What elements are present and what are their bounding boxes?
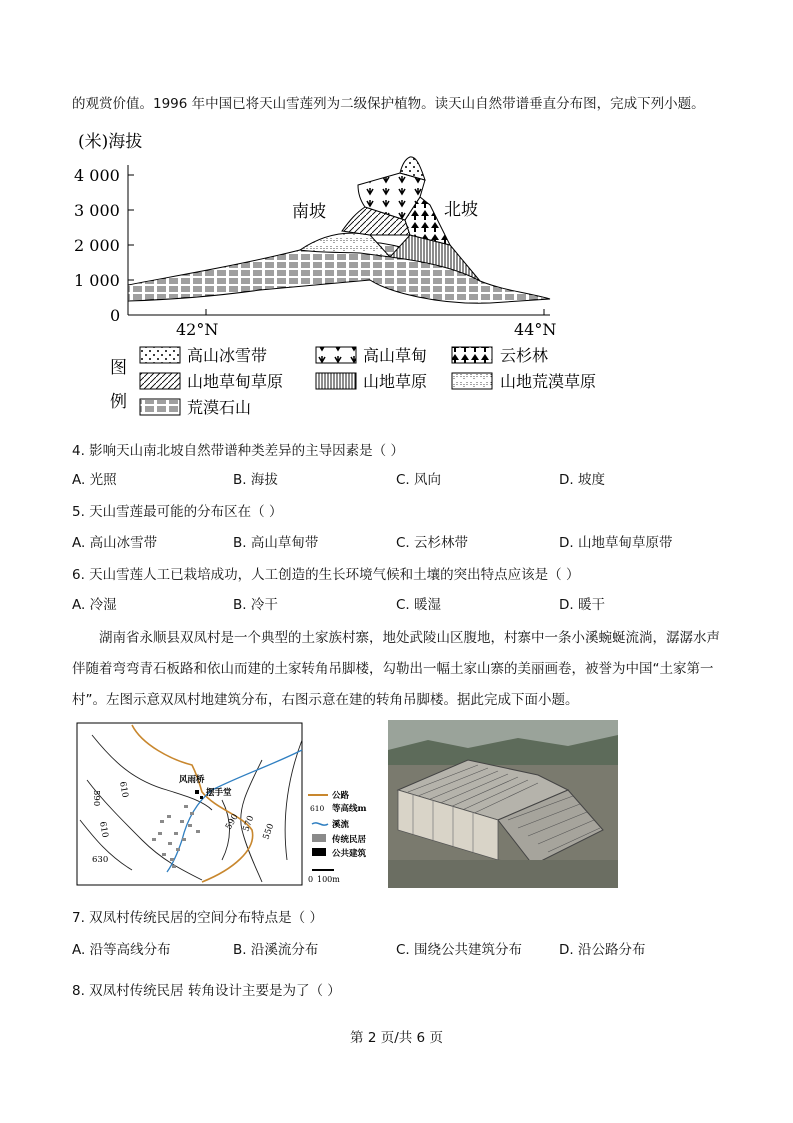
q5-option-c[interactable]: C. 云杉林带 xyxy=(396,535,469,551)
village-map-figure xyxy=(72,720,367,890)
contour-label-610a: 610 xyxy=(117,780,130,799)
contour-label-590a: 590 xyxy=(91,790,101,807)
q7-option-b[interactable]: B. 沿溪流分布 xyxy=(233,942,319,958)
legend-spruce: 云杉林 xyxy=(500,346,549,365)
question-4-stem: 4. 影响天山南北坡自然带谱种类差异的主导因素是（ ） xyxy=(72,443,404,459)
legend-swatch-desert-steppe xyxy=(452,373,492,389)
map-scale-zero: 0 xyxy=(308,875,314,884)
q4-option-c[interactable]: C. 风向 xyxy=(396,472,442,488)
legend-ice-snow: 高山冰雪带 xyxy=(187,346,268,365)
q7-option-c[interactable]: C. 围绕公共建筑分布 xyxy=(396,942,523,958)
map-legend-contour-value: 610 xyxy=(310,804,325,813)
north-slope-label: 北坡 xyxy=(444,200,478,220)
legend-swatch-desert-rock xyxy=(140,399,180,415)
contour-label-610b: 610 xyxy=(97,820,110,839)
q5-option-a[interactable]: A. 高山冰雪带 xyxy=(72,535,158,551)
y-tick-0: 0 xyxy=(110,306,121,325)
map-legend-dwelling: 传统民居 xyxy=(332,835,367,845)
legend-swatch-ice-snow xyxy=(140,347,180,363)
y-tick-2000: 2 000 xyxy=(74,236,120,255)
x-tick-44n: 44°N xyxy=(514,320,557,339)
q7-option-a[interactable]: A. 沿等高线分布 xyxy=(72,942,171,958)
legend-swatch-spruce xyxy=(452,347,492,363)
intro-text: 的观赏价值。1996 年中国已将天山雪莲列为二级保护植物。读天山自然带谱垂直分布图，完成下列小题。 xyxy=(72,96,705,112)
reading-passage: 湖南省永顺县双凤村是一个典型的土家族村寨，地处武陵山区腹地，村寨中一条小溪蜿蜒流淌，潺潺水声伴随着弯弯青石板路和依山而建的土家转角吊脚楼，勾勒出一幅土家山寨的美丽画卷，被誉为中国“土家第一村”。左图示意双凤村地建筑分布，右图示意在建的转角吊脚楼。据此完成下面小题。 xyxy=(72,630,720,708)
legend-swatch-meadow xyxy=(316,347,356,363)
y-tick-4000: 4 000 xyxy=(74,166,120,185)
legend-title-1: 图 xyxy=(110,358,127,378)
q4-option-d[interactable]: D. 坡度 xyxy=(559,472,605,488)
legend-swatch-meadow-steppe xyxy=(140,373,180,389)
south-slope-label: 南坡 xyxy=(292,202,326,222)
y-tick-1000: 1 000 xyxy=(74,271,120,290)
question-8-stem: 8. 双凤村传统民居 转角设计主要是为了（ ） xyxy=(72,983,341,999)
q5-option-d[interactable]: D. 山地草甸草原带 xyxy=(559,535,673,551)
legend-swatch-steppe xyxy=(316,373,356,389)
contour-label-550: 550 xyxy=(261,822,277,842)
contour-label-570: 570 xyxy=(241,814,257,834)
page-footer: 第 2 页/共 6 页 xyxy=(350,1030,443,1046)
legend-meadow-steppe: 山地草甸草原 xyxy=(187,372,284,391)
legend-desert-steppe: 山地荒漠草原 xyxy=(500,372,597,391)
legend-meadow: 高山草甸 xyxy=(363,346,428,365)
legend-desert-rock: 荒漠石山 xyxy=(187,398,252,417)
map-label-hall: 摆手堂 xyxy=(206,788,232,798)
legend-steppe: 山地草原 xyxy=(363,372,428,391)
legend-title-2: 例 xyxy=(110,392,127,412)
x-tick-42n: 42°N xyxy=(176,320,219,339)
map-label-bridge: 风雨桥 xyxy=(179,775,205,785)
contour-label-590b: 590 xyxy=(223,812,241,832)
tianshan-profile-figure xyxy=(60,125,597,425)
q7-option-d[interactable]: D. 沿公路分布 xyxy=(559,942,646,958)
stilt-house-photo xyxy=(388,720,618,888)
map-legend-road: 公路 xyxy=(332,791,350,801)
y-axis-label: (米)海拔 xyxy=(78,132,143,152)
map-scale-value: 100m xyxy=(317,875,340,884)
q6-option-c[interactable]: C. 暖湿 xyxy=(396,597,442,613)
map-legend-contour: 等高线m xyxy=(332,804,367,814)
question-5-stem: 5. 天山雪莲最可能的分布区在（ ） xyxy=(72,504,283,520)
q6-option-d[interactable]: D. 暖干 xyxy=(559,597,605,613)
q5-option-b[interactable]: B. 高山草甸带 xyxy=(233,535,319,551)
question-7-stem: 7. 双凤村传统民居的空间分布特点是（ ） xyxy=(72,910,323,926)
map-legend-stream: 溪流 xyxy=(332,820,350,830)
map-legend-public: 公共建筑 xyxy=(332,849,367,859)
q4-option-a[interactable]: A. 光照 xyxy=(72,472,117,488)
question-6-stem: 6. 天山雪莲人工已栽培成功，人工创造的生长环境气候和土壤的突出特点应该是（ ） xyxy=(72,567,580,583)
y-tick-3000: 3 000 xyxy=(74,201,120,220)
q4-option-b[interactable]: B. 海拔 xyxy=(233,472,278,488)
q6-option-b[interactable]: B. 冷干 xyxy=(233,597,278,613)
q6-option-a[interactable]: A. 冷湿 xyxy=(72,597,117,613)
contour-label-630: 630 xyxy=(92,855,109,865)
